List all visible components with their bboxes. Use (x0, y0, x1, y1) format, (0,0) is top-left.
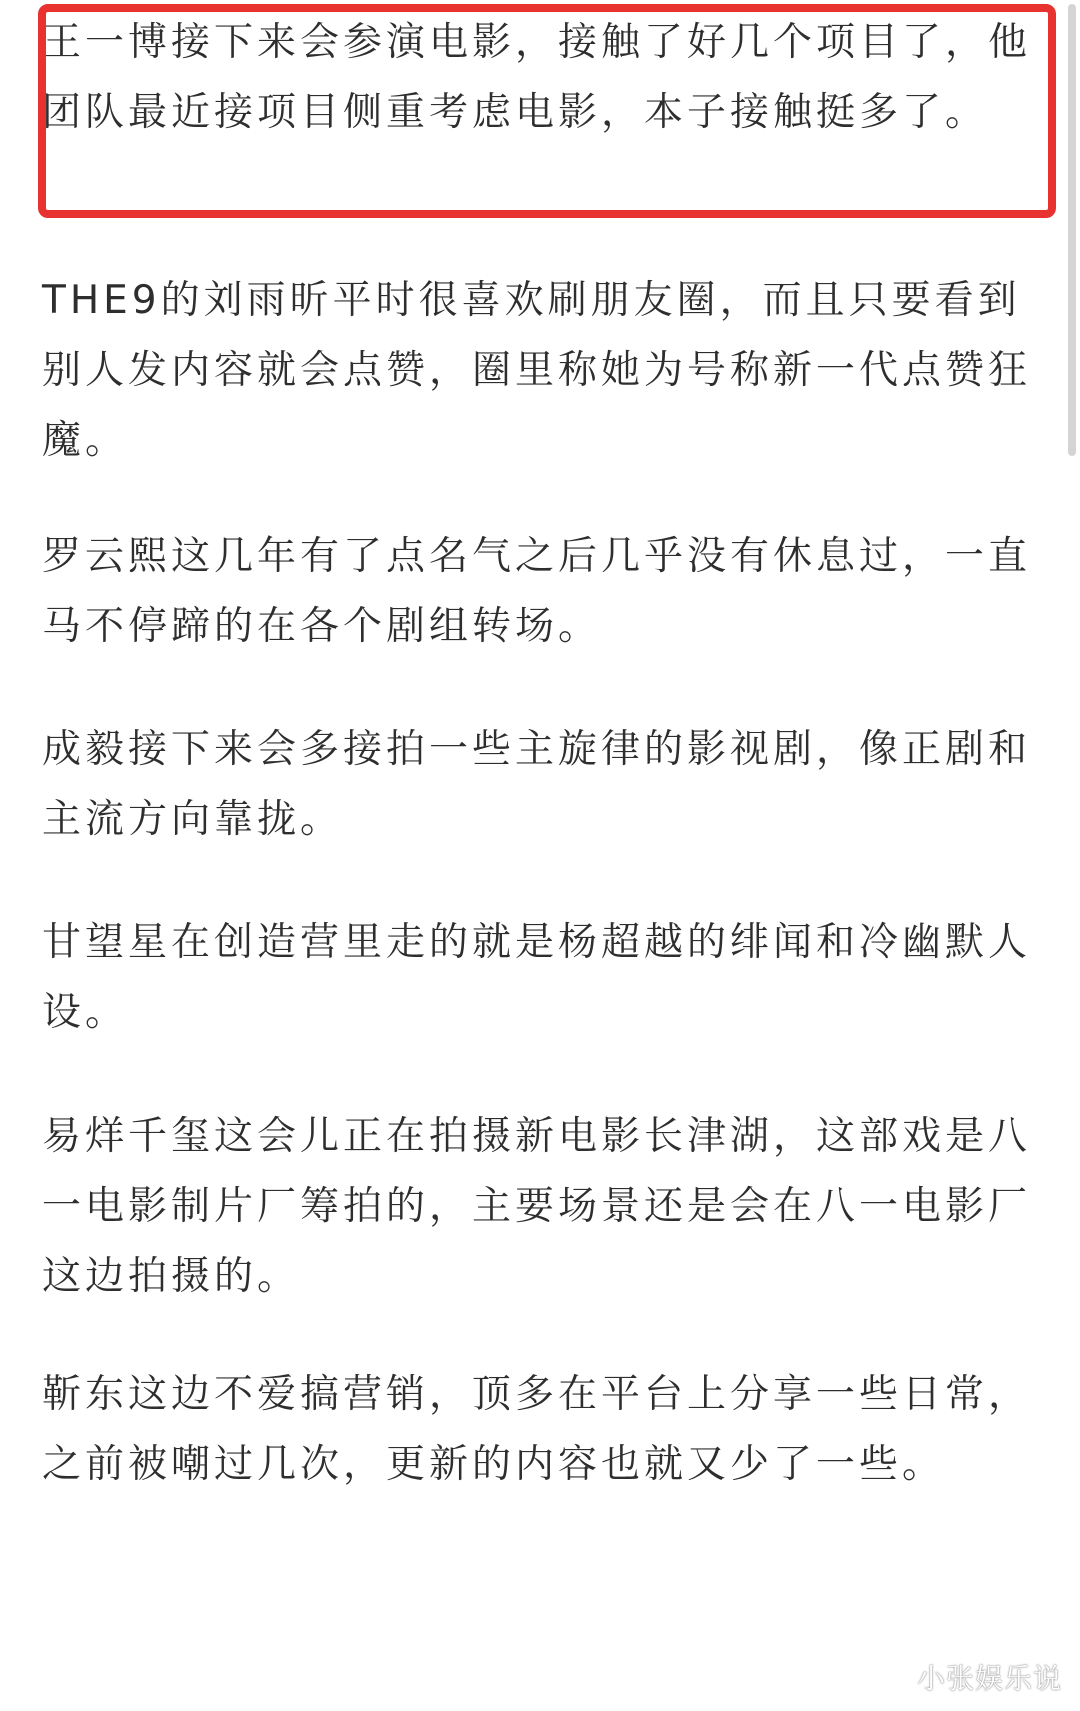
paragraph-yi-yangqianxi: 易烊千玺这会儿正在拍摄新电影长津湖，这部戏是八一电影制片厂筹拍的，主要场景还是会在八一电影厂这边拍摄的。 (42, 1114, 1032, 1299)
paragraph-jin-dong: 靳东这边不爱搞营销，顶多在平台上分享一些日常，之前被嘲过几次，更新的内容也就又少了一些。 (42, 1372, 1032, 1487)
paragraph-liu-yuxin: THE9的刘雨昕平时很喜欢刷朋友圈，而且只要看到别人发内容就会点赞，圈里称她为号称新一代点赞狂魔。 (42, 278, 1032, 463)
watermark: 小张娱乐说 (916, 1662, 1062, 1695)
paragraph-cheng-yi: 成毅接下来会多接拍一些主旋律的影视剧，像正剧和主流方向靠拢。 (42, 727, 1032, 842)
paragraph-luo-yunxi: 罗云熙这几年有了点名气之后几乎没有休息过，一直马不停蹄的在各个剧组转场。 (42, 534, 1032, 649)
paragraph-wang-yibo: 王一博接下来会参演电影，接触了好几个项目了，他团队最近接项目侧重考虑电影，本子接触挺多了。 (42, 20, 1032, 135)
scrollbar-thumb[interactable] (1068, 4, 1076, 456)
scrollbar[interactable] (1068, 0, 1076, 1711)
paragraph-gan-wangxing: 甘望星在创造营里走的就是杨超越的绯闻和冷幽默人设。 (42, 920, 1032, 1035)
